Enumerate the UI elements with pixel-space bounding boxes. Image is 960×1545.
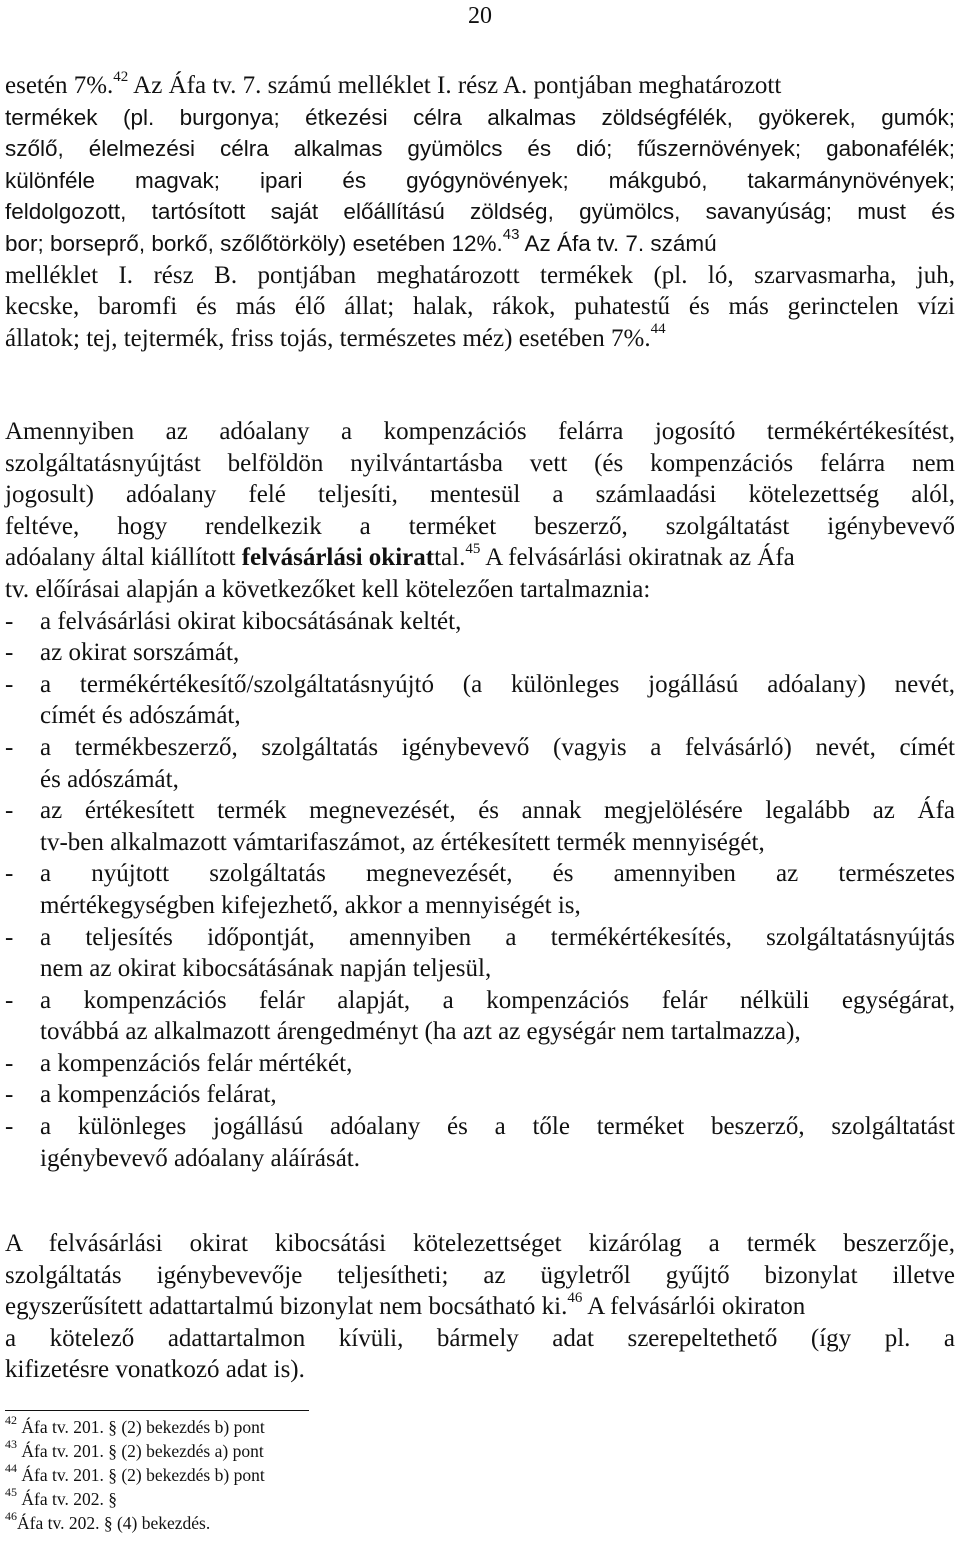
list-item-text: az okirat sorszámát, [40, 639, 240, 667]
list-item-text: igénybevevő adóalany aláírását. [40, 1144, 360, 1172]
text-line: A felvásárlási okirat kibocsátási kötelezettséget kizárólag a termék beszerzője, [5, 1230, 955, 1257]
list-item-text: az értékesített termék megnevezését, és annak megjelölésére legalább az Áfa [40, 797, 955, 825]
list-dash: - [5, 1081, 14, 1109]
list-dash: - [5, 860, 14, 888]
footnote-42 [5, 1415, 265, 1439]
list-item [5, 1111, 955, 1174]
text-run: esetén 7%. [5, 72, 114, 99]
paragraph-issuance [5, 1228, 955, 1386]
footnote-number: 42 [5, 1413, 17, 1428]
page-number: 20 [468, 3, 492, 29]
list-item [5, 858, 955, 921]
list-dash: - [5, 639, 14, 667]
footnote-text: Áfa tv. 202. § [17, 1489, 117, 1509]
text-line: feldolgozott, tartósított saját előállítású zöldség, gyümölcs, savanyúság; must és [5, 199, 955, 225]
text-run: adóalany által kiállított [5, 544, 242, 572]
footnote-ref-46[interactable]: 46 [567, 1289, 583, 1306]
text-line: szolgáltatás igénybevevője teljesítheti; az ügyletről gyűjtő bizonylat illetve [5, 1261, 955, 1289]
list-item [5, 637, 955, 669]
text-line: szolgáltatásnyújtást belföldön nyilvántartásba vett (és kompenzációs felárra nem [5, 449, 955, 477]
footnote-46 [5, 1511, 265, 1535]
text-line: tv. előírásai alapján a következőket kell kötelezően tartalmaznia: [5, 575, 651, 603]
list-item-text: a nyújtott szolgáltatás megnevezését, és amennyiben az természetes [40, 860, 955, 888]
list-item-text: a felvásárlási okirat kibocsátásának keltét, [40, 607, 462, 635]
list-dash: - [5, 923, 14, 951]
list-item [5, 1079, 955, 1111]
list-item-text: a teljesítés időpontját, amennyiben a termékértékesítés, szolgáltatásnyújtás [40, 923, 955, 951]
text-line: Amennyiben az adóalany a kompenzációs felárra jogosító termékértékesítést, [5, 418, 955, 445]
footnote-text: Áfa tv. 201. § (2) bekezdés b) pont [17, 1417, 265, 1437]
list-item [5, 795, 955, 858]
text-line: melléklet I. rész B. pontjában meghatározott termékek (pl. ló, szarvasmarha, juh, [5, 261, 955, 289]
list-item [5, 606, 955, 638]
list-item-text: mértékegységben kifejezhető, akkor a mennyiségét is, [40, 891, 581, 919]
text-line [5, 228, 955, 260]
footnote-number: 46 [5, 1509, 17, 1524]
paragraph-vat-rates [5, 70, 955, 354]
text-run: A felvásárlási okiratnak az Áfa [480, 544, 795, 572]
text-line: kecske, baromfi és más élő állat; halak, rákok, puhatestű és más gerinctelen vízi [5, 293, 955, 321]
list-item [5, 985, 955, 1048]
paragraph-purchase-document [5, 416, 955, 1174]
text-run: Az Áfa tv. 7. számú [519, 230, 717, 256]
footnote-number: 45 [5, 1485, 17, 1500]
list-item-text: és adószámát, [40, 765, 179, 793]
footnote-44 [5, 1463, 265, 1487]
text-run: egyszerűsített adattartalmú bizonylat nem bocsátható ki. [5, 1293, 568, 1321]
text-line: jogosult) adóalany felé teljesíti, mentesül a számlaadási kötelezettség alól, [5, 481, 955, 509]
list-dash: - [5, 607, 14, 635]
required-contents-list [5, 606, 955, 1175]
list-dash: - [5, 1113, 14, 1141]
footnote-ref-43[interactable]: 43 [502, 226, 520, 244]
footnote-text: Áfa tv. 202. § (4) bekezdés. [17, 1513, 211, 1533]
bold-term: felvásárlási okirat [241, 544, 435, 572]
list-item [5, 669, 955, 732]
text-run: tal. [434, 544, 466, 572]
list-item-text: nem az okirat kibocsátásának napján teljesül, [40, 955, 492, 983]
text-line: feltéve, hogy rendelkezik a terméket beszerző, szolgáltatást igénybevevő [5, 512, 955, 540]
footnote-ref-45[interactable]: 45 [465, 541, 481, 558]
text-line: különféle magvak; ipari és gyógynövények; mákgubó, takarmánynövények; [5, 167, 955, 193]
text-line: termékek (pl. burgonya; étkezési célra alkalmas zöldségfélék, gyökerek, gumók; [5, 104, 955, 130]
list-dash: - [5, 670, 14, 698]
list-item-text: a különleges jogállású adóalany és a tőle terméket beszerző, szolgáltatást [40, 1113, 955, 1141]
list-item-text: a kompenzációs felár mértékét, [40, 1049, 353, 1077]
list-item-text: tv-ben alkalmazott vámtarifaszámot, az értékesített termék mennyiségét, [40, 828, 765, 856]
list-item-text: a termékértékesítő/szolgáltatásnyújtó (a különleges jogállású adóalany) nevét, [40, 670, 955, 698]
text-line: a kötelező adattartalmon kívüli, bármely adat szerepeltethető (így pl. a [5, 1324, 955, 1352]
text-run: Az Áfa tv. 7. számú melléklet I. rész A. pontjában meghatározott [128, 72, 782, 99]
footnote-text: Áfa tv. 201. § (2) bekezdés b) pont [17, 1465, 265, 1485]
footnote-ref-44[interactable]: 44 [650, 321, 666, 338]
list-dash: - [5, 733, 14, 761]
list-item [5, 1048, 955, 1080]
text-line [5, 70, 955, 102]
text-line [5, 542, 955, 574]
footnote-text: Áfa tv. 201. § (2) bekezdés a) pont [17, 1441, 264, 1461]
text-run: bor; borseprő, borkő, szőlőtörköly) esetében 12%. [5, 230, 503, 256]
list-item-text: a termékbeszerző, szolgáltatás igénybevevő (vagyis a felvásárló) nevét, címét [40, 733, 955, 761]
footnote-number: 43 [5, 1437, 17, 1452]
list-dash: - [5, 797, 14, 825]
text-line [5, 1291, 955, 1323]
footnote-ref-42[interactable]: 42 [113, 68, 129, 85]
text-run: A felvásárlói okiraton [582, 1293, 806, 1321]
list-item-text: címét és adószámát, [40, 702, 241, 730]
footnotes [5, 1415, 265, 1535]
footnote-45 [5, 1487, 265, 1511]
text-line: szőlő, élelmezési célra alkalmas gyümölcs és dió; fűszernövények; gabonafélék; [5, 136, 955, 162]
list-item-text: továbbá az alkalmazott árengedményt (ha azt az egységár nem tartalmazza), [40, 1018, 801, 1046]
footnote-number: 44 [5, 1461, 17, 1476]
text-line: kifizetésre vonatkozó adat is). [5, 1356, 305, 1384]
footnote-43 [5, 1439, 265, 1463]
list-item-text: a kompenzációs felárat, [40, 1081, 277, 1109]
list-item-text: a kompenzációs felár alapját, a kompenzációs felár nélküli egységárat, [40, 986, 955, 1014]
text-run: állatok; tej, tejtermék, friss tojás, természetes méz) esetében 7%. [5, 324, 651, 352]
list-item [5, 732, 955, 795]
list-dash: - [5, 1049, 14, 1077]
list-item [5, 922, 955, 985]
list-dash: - [5, 986, 14, 1014]
footnote-divider [5, 1410, 309, 1411]
text-line [5, 323, 955, 355]
